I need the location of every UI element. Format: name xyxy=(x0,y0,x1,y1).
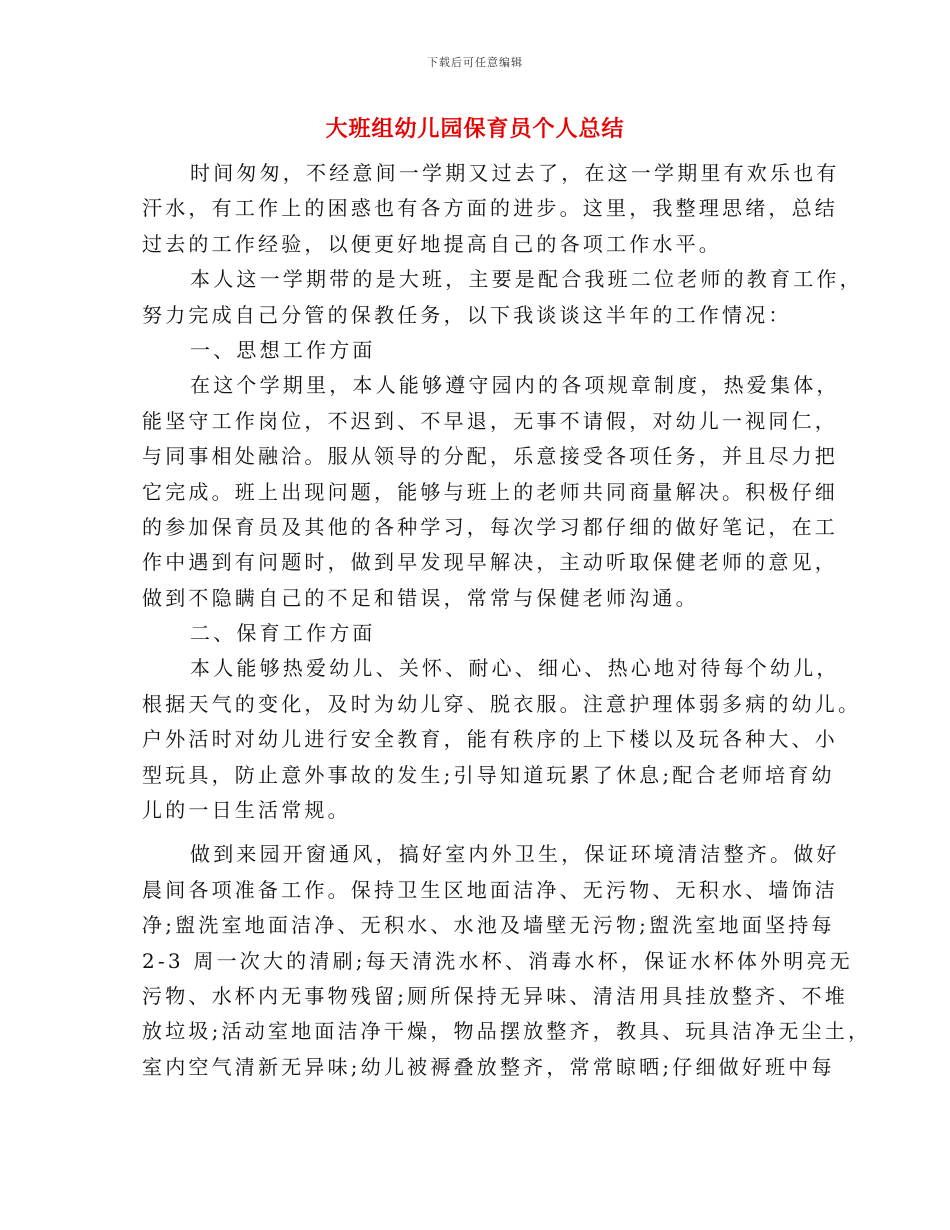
text-line: 室内空气清新无异味;幼儿被褥叠放整齐，常常晾晒;仔细做好班中每 xyxy=(142,1054,835,1079)
text-line: 本人能够热爱幼儿、关怀、耐心、细心、热心地对待每个幼儿， xyxy=(190,656,840,681)
text-line: 二、保育工作方面 xyxy=(190,621,376,646)
text-line: 根据天气的变化，及时为幼儿穿、脱衣服。注意护理体弱多病的幼儿。 xyxy=(142,691,862,716)
header-note: 下载后可任意编辑 xyxy=(427,56,523,69)
text-line: 户外活时对幼儿进行安全教育，能有秩序的上下楼以及玩各种大、小 xyxy=(142,727,838,752)
text-line: 一、思想工作方面 xyxy=(190,337,376,362)
text-line: 儿的一日生活常规。 xyxy=(142,798,351,823)
text-line: 做到不隐瞒自己的不足和错误，常常与保健老师沟通。 xyxy=(142,585,699,610)
text-line: 污物、水杯内无事物残留;厕所保持无异味、清洁用具挂放整齐、不堆 xyxy=(142,983,848,1008)
text-line: 2-3 周一次大的清刷;每天清洗水杯、消毒水杯，保证水杯体外明亮无 xyxy=(142,948,853,973)
text-line: 能坚守工作岗位，不迟到、不早退，无事不请假，对幼儿一视同仁， xyxy=(142,408,838,433)
text-line: 与同事相处融洽。服从领导的分配，乐意接受各项任务，并且尽力把 xyxy=(142,444,838,469)
page-title: 大班组幼儿园保育员个人总结 xyxy=(325,116,625,142)
text-line: 净;盥洗室地面洁净、无积水、水池及墙壁无污物;盥洗室地面坚持每 xyxy=(142,913,835,938)
text-line: 放垃圾;活动室地面洁净干燥，物品摆放整齐，教具、玩具洁净无尘土， xyxy=(142,1019,872,1044)
text-line: 过去的工作经验，以便更好地提高自己的各项工作水平。 xyxy=(142,231,722,256)
text-line: 时间匆匆，不经意间一学期又过去了，在这一学期里有欢乐也有 xyxy=(190,161,840,185)
text-line: 的参加保育员及其他的各种学习，每次学习都仔细的做好笔记，在工 xyxy=(142,514,838,539)
text-line: 晨间各项准备工作。保持卫生区地面洁净、无污物、无积水、墙饰洁 xyxy=(142,877,838,902)
text-line: 它完成。班上出现问题，能够与班上的老师共同商量解决。积极仔细 xyxy=(142,479,838,504)
text-line: 做到来园开窗通风，搞好室内外卫生，保证环境清洁整齐。做好 xyxy=(190,842,840,867)
document-body xyxy=(142,156,872,1085)
text-line: 型玩具，防止意外事故的发生;引导知道玩累了休息;配合老师培育幼 xyxy=(142,762,835,787)
text-line: 在这个学期里，本人能够遵守园内的各项规章制度，热爱集体， xyxy=(190,373,840,398)
text-line: 本人这一学期带的是大班，主要是配合我班二位老师的教育工作， xyxy=(190,267,863,292)
text-line: 汗水，有工作上的困惑也有各方面的进步。这里，我整理思绪，总结 xyxy=(142,196,838,221)
text-line: 作中遇到有问题时，做到早发现早解决，主动听取保健老师的意见， xyxy=(142,550,838,575)
text-line: 努力完成自己分管的保教任务，以下我谈谈这半年的工作情况： xyxy=(142,302,792,327)
